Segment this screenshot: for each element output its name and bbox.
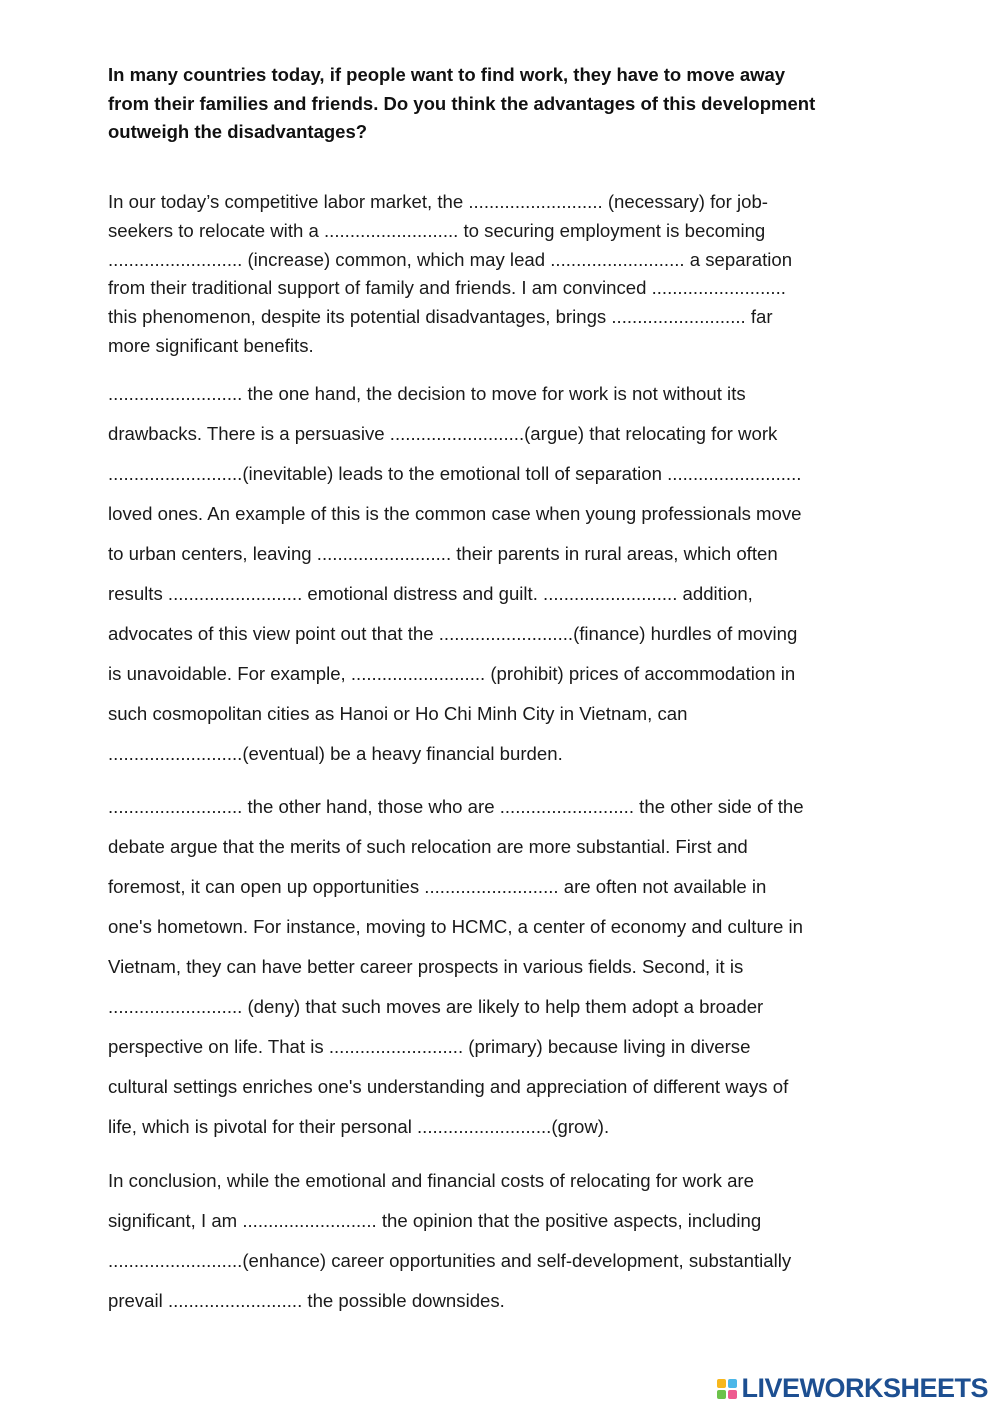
text-line: from their traditional support of family and friends. I am convinced .......................... [108,277,786,299]
text-line: Vietnam, they can have better career prospects in various fields. Second, it is [108,956,744,977]
text-line: .......................... the other hand, those who are .......................... the other side of the [108,796,804,817]
text-line: ..........................(inevitable) leads to the emotional toll of separation .......................... [108,463,802,484]
text-line: loved ones. An example of this is the common case when young professionals move [108,503,802,524]
introduction-paragraph [108,188,908,361]
liveworksheets-brand[interactable] [717,1373,988,1404]
text-line: seekers to relocate with a .......................... to securing employment is becoming [108,219,766,241]
text-line: ..........................(eventual) be a heavy financial burden. [108,743,563,764]
text-line: to urban centers, leaving .......................... their parents in rural areas, which often [108,543,778,564]
text-line: such cosmopolitan cities as Hanoi or Ho Chi Minh City in Vietnam, can [108,703,688,724]
text-line: .......................... (deny) that such moves are likely to help them adopt a broader [108,996,764,1017]
conclusion-paragraph [108,1161,908,1321]
body-paragraph-advantages [108,787,908,1147]
text-line: debate argue that the merits of such relocation are more substantial. First and [108,836,748,857]
text-line: .......................... (increase) common, which may lead .......................... a separation [108,248,793,270]
text-line: advocates of this view point out that the ..........................(finance) hurdles of moving [108,623,798,644]
liveworksheets-logo-icon [717,1379,737,1399]
question-line: In many countries today, if people want to find work, they have to move away [108,64,786,85]
text-line: foremost, it can open up opportunities .......................... are often not available in [108,876,767,897]
essay-question [108,61,908,147]
text-line: .......................... the one hand, the decision to move for work is not without its [108,383,746,404]
text-line: ..........................(enhance) career opportunities and self-development, substantially [108,1250,792,1271]
text-line: prevail .......................... the possible downsides. [108,1290,505,1311]
text-line: drawbacks. There is a persuasive ..........................(argue) that relocating for work [108,423,778,444]
text-line: life, which is pivotal for their personal ..........................(grow). [108,1116,610,1137]
text-line: significant, I am .......................... the opinion that the positive aspects, including [108,1210,762,1231]
text-line: this phenomenon, despite its potential disadvantages, brings .......................... far [108,306,773,328]
brand-label: LIVEWORKSHEETS [741,1373,988,1403]
text-line: In our today’s competitive labor market, the .......................... (necessary) for job- [108,191,768,212]
text-line: cultural settings enriches one's understanding and appreciation of different ways of [108,1076,789,1097]
body-paragraph-disadvantages [108,374,908,774]
question-line: from their families and friends. Do you think the advantages of this development [108,92,816,114]
text-line: perspective on life. That is .......................... (primary) because living in diverse [108,1036,751,1057]
question-line: outweigh the disadvantages? [108,121,368,142]
text-line: one's hometown. For instance, moving to HCMC, a center of economy and culture in [108,916,803,937]
text-line: more significant benefits. [108,334,314,356]
text-line: results .......................... emotional distress and guilt. .......................... addition, [108,583,753,604]
text-line: is unavoidable. For example, .......................... (prohibit) prices of accommodation in [108,663,796,684]
text-line: In conclusion, while the emotional and financial costs of relocating for work are [108,1170,754,1191]
